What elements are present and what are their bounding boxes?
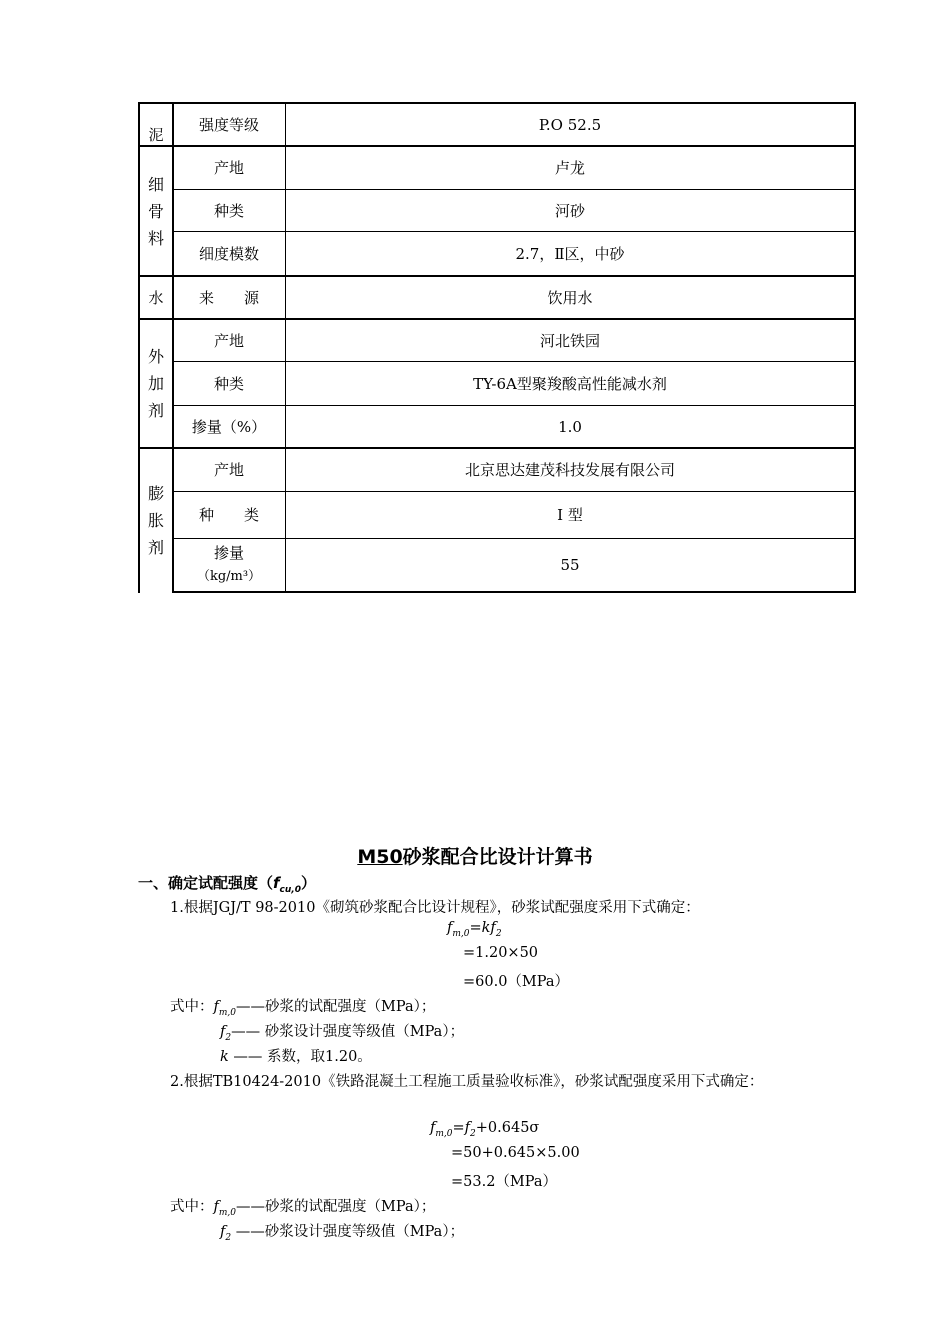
label-type: 种 类 [198,506,259,524]
paragraph-method-2: 2.根据TB10424-2010《铁路混凝土工程施工质量验收标准》，砂浆试配强度采用下式确定： [170,1074,764,1090]
formula-2-line-1: $f_{m,0}=f_2+0.645\sigma$ [430,1120,540,1139]
category-expansive-agent: 膨 胀 剂 [147,483,164,557]
where-line-4: 式中：$f_{m,0}——$砂浆的试配强度（MPa）； [170,1199,436,1218]
value-source: 饮用水 [547,288,593,307]
formula-2-line-2: =50+0.645×5.00 [451,1145,580,1161]
value-dosage-percent: 1.0 [558,417,582,436]
value-type: Ⅰ 型 [557,506,583,524]
document-title: M50砂浆配合比设计计算书 [357,846,593,868]
label-dosage-kg: 掺量 （kg/m³） [196,544,262,584]
table-bottom-border [172,591,856,593]
value-type: 河砂 [554,201,585,220]
label-origin: 产地 [213,159,244,177]
value-strength-grade: P.O 52.5 [538,115,602,134]
paragraph-method-1: 1.根据JGJ/T 98-2010《砌筑砂浆配合比设计规程》，砂浆试配强度采用下式确定： [170,900,700,916]
value-dosage-kg: 55 [560,556,580,574]
formula-1-line-2: =1.20×50 [463,945,539,961]
table-right-border [854,102,856,593]
label-dosage-percent: 掺量（%） [191,417,267,436]
where-line-5: $f_2$ ——砂浆设计强度等级值（MPa）； [220,1224,465,1243]
value-type: TY-6A型聚羧酸高性能减水剂 [473,374,667,393]
label-source: 来 源 [198,288,259,307]
formula-2-line-3: =53.2（MPa） [451,1174,558,1190]
where-line-3: k —— 系数，取1.20。 [220,1049,372,1065]
label-strength-grade: 强度等级 [198,115,259,134]
category-water: 水 [148,288,164,307]
label-origin: 产地 [213,331,244,350]
label-type: 种类 [213,374,244,393]
formula-1-line-3: =60.0（MPa） [463,974,570,990]
label-type: 种类 [213,201,244,220]
where-line-1: 式中：$f_{m,0}——$砂浆的试配强度（MPa）； [170,999,436,1018]
value-fineness-modulus: 2.7，Ⅱ区，中砂 [515,244,625,263]
category-cement: 泥 [148,126,164,144]
label-origin: 产地 [213,461,244,479]
label-fineness-modulus: 细度模数 [198,244,259,263]
category-admixture: 外 加 剂 [147,347,164,420]
formula-1-line-1: $f_{m,0}=kf_2$ [447,920,502,939]
materials-table [138,102,856,593]
value-origin: 卢龙 [554,159,585,177]
value-origin: 河北铁园 [539,331,600,350]
category-fine-aggregate: 细 骨 料 [147,174,164,248]
where-line-2: $f_2——$ 砂浆设计强度等级值（MPa）； [220,1024,465,1043]
value-origin: 北京思达建茂科技发展有限公司 [464,461,675,479]
section-heading: 一、确定试配强度$(f_{cu,0})$ [138,874,316,895]
